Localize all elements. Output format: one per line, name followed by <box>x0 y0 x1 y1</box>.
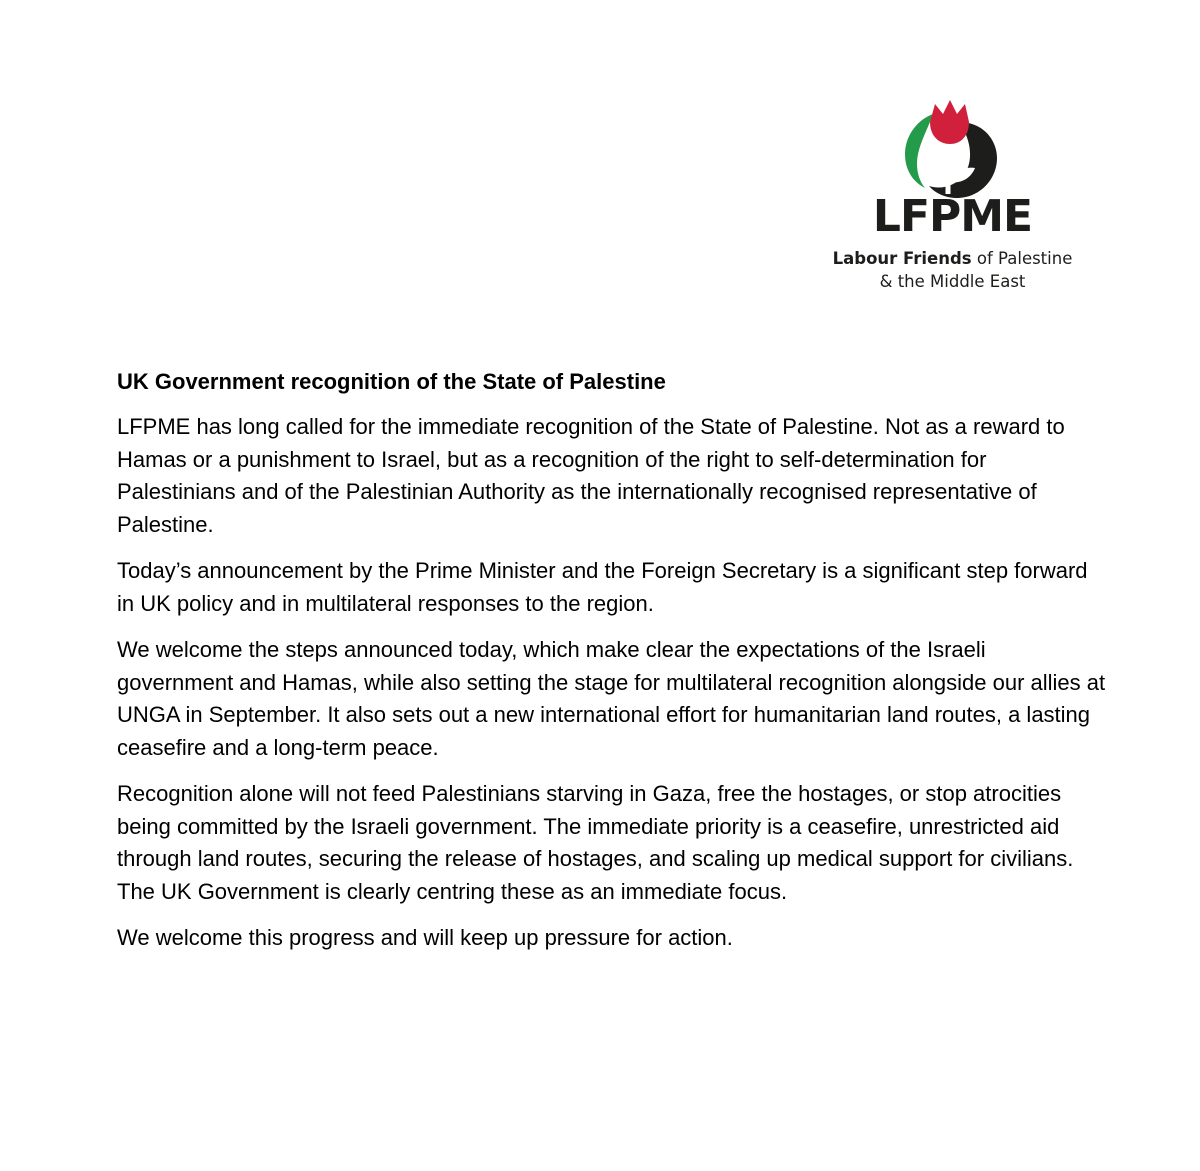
statement-paragraph-2: Today’s announcement by the Prime Minister and the Foreign Secretary is a significant step forward in UK policy and in multilateral responses to the region. <box>117 558 1088 616</box>
tulip-emblem-icon <box>903 92 999 198</box>
statement-body <box>117 367 1107 969</box>
lfpme-logo <box>820 92 1080 302</box>
statement-title: UK Government recognition of the State of Palestine <box>117 369 666 394</box>
statement-paragraph-4: Recognition alone will not feed Palestinians starving in Gaza, free the hostages, or stop atrocities being committed by the Israeli government. The immediate priority is a ceasefire, unrestricted aid through land routes, securing the release of hostages, and scaling up medical support for civilians. The UK Government is clearly centring these as an immediate focus. <box>117 781 1074 904</box>
statement-paragraph-3: We welcome the steps announced today, which make clear the expectations of the Israeli government and Hamas, while also setting the stage for multilateral recognition alongside our allies at UNGA in September. It also sets out a new international effort for humanitarian land routes, a lasting ceasefire and a long-term peace. <box>117 637 1106 760</box>
logo-subtitle-rest: of Palestine <box>971 249 1073 268</box>
statement-paragraph-5: We welcome this progress and will keep up pressure for action. <box>117 925 733 950</box>
logo-subtitle-line1 <box>820 249 1085 269</box>
logo-subtitle-bold: Labour Friends <box>832 249 972 268</box>
green-crescent-shape <box>905 114 933 188</box>
left-leaf-shape <box>927 156 946 176</box>
logo-acronym: LFPME <box>872 191 1033 242</box>
logo-subtitle-line2: & the Middle East <box>879 272 1026 291</box>
tulip-shape <box>930 100 969 144</box>
statement-paragraph-1: LFPME has long called for the immediate recognition of the State of Palestine. Not as a reward to Hamas or a punishment to Israel, but as a recognition of the right to self-determination for Palestinians and of the Palestinian Authority as the internationally recognised representative of Palestine. <box>117 414 1065 537</box>
